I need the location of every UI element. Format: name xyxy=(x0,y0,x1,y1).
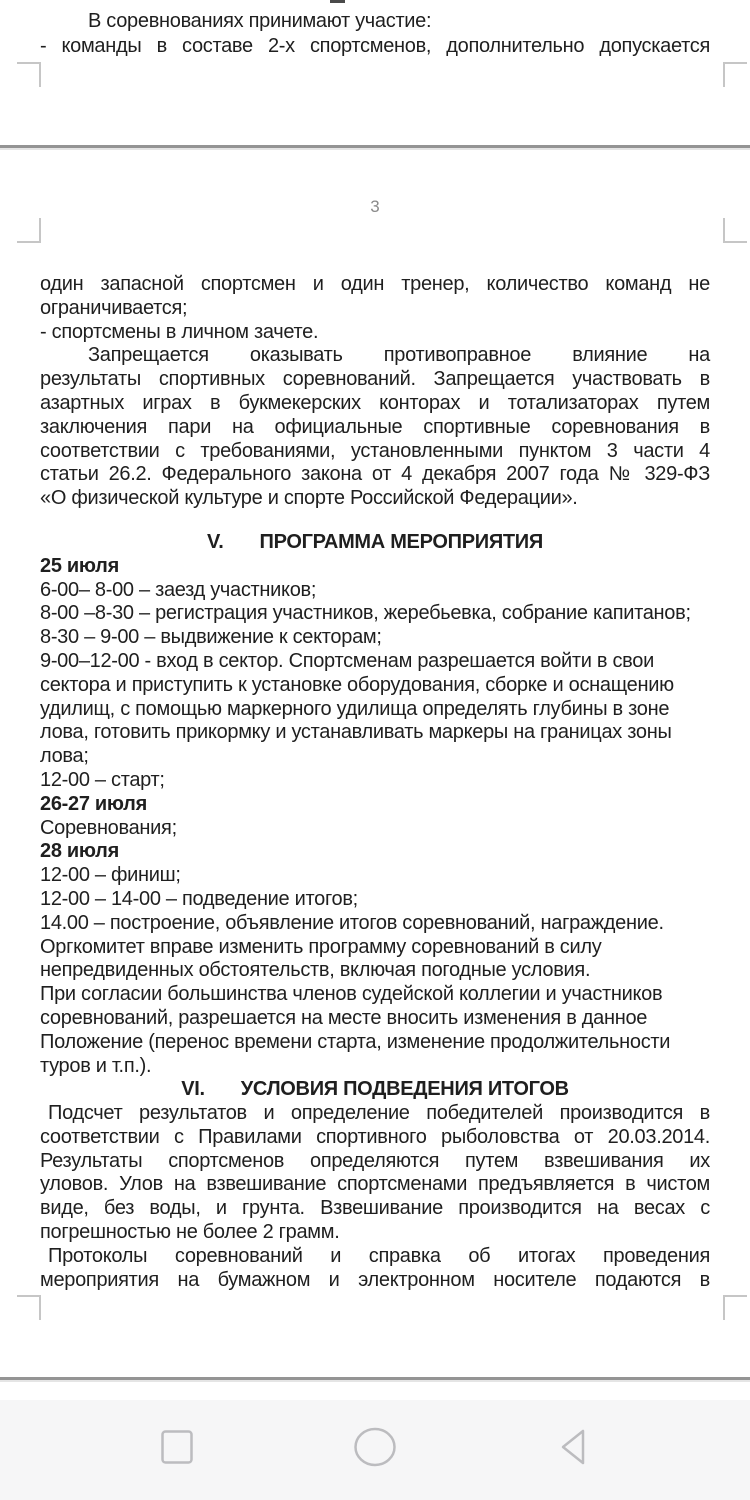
date-heading: 26-27 июля xyxy=(40,792,147,815)
text-line: мероприятия на бумажном и электронном носителе подаются в xyxy=(40,1268,710,1291)
page-body-text[interactable] xyxy=(40,273,710,1292)
text-line: лова, готовить прикормку и устанавливать маркеры на границах зоны xyxy=(40,721,672,744)
text-line: погрешностью не более 2 грамм. xyxy=(40,1221,340,1244)
text-line: туров и т.п.). xyxy=(40,1054,152,1077)
text-line: соревнований, разрешается на месте вносить изменения в данное xyxy=(40,1006,648,1029)
page-number: 3 xyxy=(370,197,380,216)
text-line: 12-00 – старт; xyxy=(40,768,165,791)
heading-text: УСЛОВИЯ ПОДВЕДЕНИЯ ИТОГОВ xyxy=(240,1078,569,1101)
text-line: 12-00 – 14-00 – подведение итогов; xyxy=(40,887,358,910)
text-line: Подсчет результатов и определение победителей производится в xyxy=(48,1102,710,1125)
page-margin-corner-mark xyxy=(17,1295,41,1320)
text-line: 9-00–12-00 - вход в сектор. Спортсменам разрешается войти в свои xyxy=(40,649,654,672)
heading-number: VI. xyxy=(181,1078,205,1101)
page-margin-corner-mark xyxy=(723,218,747,243)
text-line: Протоколы соревнований и справка об итогах проведения xyxy=(48,1244,710,1267)
text-line: результаты спортивных соревнований. Запрещается участвовать в xyxy=(40,368,710,391)
section-heading-vi xyxy=(40,1078,710,1102)
text-line: один запасной спортсмен и один тренер, количество команд не xyxy=(40,273,710,295)
heading-number: V. xyxy=(207,530,224,553)
text-line: уловов. Улов на взвешивание спортсменами предъявляется в чистом xyxy=(40,1173,710,1196)
heading-gap xyxy=(224,531,260,555)
heading-text: ПРОГРАММА МЕРОПРИЯТИЯ xyxy=(259,530,543,553)
text-line: При согласии большинства членов судейской коллегии и участников xyxy=(40,983,663,1006)
text-line: ограничивается; xyxy=(40,296,188,319)
text-line: лова; xyxy=(40,745,89,768)
back-button[interactable] xyxy=(546,1417,606,1477)
text-line: 12-00 – финиш; xyxy=(40,864,181,887)
previous-page-text[interactable] xyxy=(40,9,710,59)
text-line: Запрещается оказывать противоправное влияние на xyxy=(88,344,710,367)
date-heading: 28 июля xyxy=(40,840,119,863)
date-heading: 25 июля xyxy=(40,554,119,577)
text-line: азартных играх в букмекерских конторах и тотализаторах путем xyxy=(40,391,710,414)
android-navigation-bar xyxy=(0,1400,750,1500)
triangle-left-icon xyxy=(554,1425,598,1469)
text-line: заключения пари на официальные спортивные соревнования в xyxy=(40,415,710,438)
text-line: виде, без воды, и грунта. Взвешивание производится на весах с xyxy=(40,1197,710,1220)
text-line: Результаты спортсменов определяются путем взвешивания их xyxy=(40,1149,710,1172)
text-line: 8-30 – 9-00 – выдвижение к секторам; xyxy=(40,626,382,649)
text-line: непредвиденных обстоятельств, включая погодные условия. xyxy=(40,959,591,982)
text-line: В соревнованиях принимают участие: xyxy=(88,10,432,32)
page-separator-line xyxy=(0,145,750,148)
heading-gap xyxy=(205,1078,241,1102)
recents-button[interactable] xyxy=(147,1417,207,1477)
text-line: - спортсмены в личном зачете. xyxy=(40,320,319,343)
text-line: сектора и приступить к установке оборудования, сборке и оснащению xyxy=(40,673,674,696)
text-line: - команды в составе 2-х спортсменов, дополнительно допускается xyxy=(40,35,710,57)
text-line: статьи 26.2. Федерального закона от 4 декабря 2007 года № 329-ФЗ xyxy=(40,463,710,486)
square-icon xyxy=(155,1425,199,1469)
home-button[interactable] xyxy=(345,1417,405,1477)
text-line: 8-00 –8-30 – регистрация участников, жеребьевка, собрание капитанов; xyxy=(40,602,691,625)
section-heading-v xyxy=(40,531,710,555)
text-line: 14.00 – построение, объявление итогов соревнований, награждение. xyxy=(40,911,664,934)
page-separator-line xyxy=(0,1377,750,1380)
text-line: соответствии с требованиями, установленными пунктом 3 части 4 xyxy=(40,439,710,462)
text-line: 6-00– 8-00 – заезд участников; xyxy=(40,578,317,601)
page-margin-corner-mark xyxy=(17,62,41,87)
text-line: соответствии с Правилами спортивного рыболовства от 20.03.2014. xyxy=(40,1125,710,1148)
text-line: Положение (перенос времени старта, изменение продолжительности xyxy=(40,1030,671,1053)
page-margin-corner-mark xyxy=(723,1295,747,1320)
text-line: Соревнования; xyxy=(40,816,177,839)
text-line: «О физической культуре и спорте Российской Федерации». xyxy=(40,487,578,510)
text-line: Оргкомитет вправе изменить программу соревнований в силу xyxy=(40,935,602,958)
cropped-text-artifact xyxy=(330,0,345,3)
page-margin-corner-mark xyxy=(17,218,41,243)
page-margin-corner-mark xyxy=(723,62,747,87)
circle-icon xyxy=(353,1425,397,1469)
text-line: удилищ, с помощью маркерного удилища определять глубины в зоне xyxy=(40,697,670,720)
